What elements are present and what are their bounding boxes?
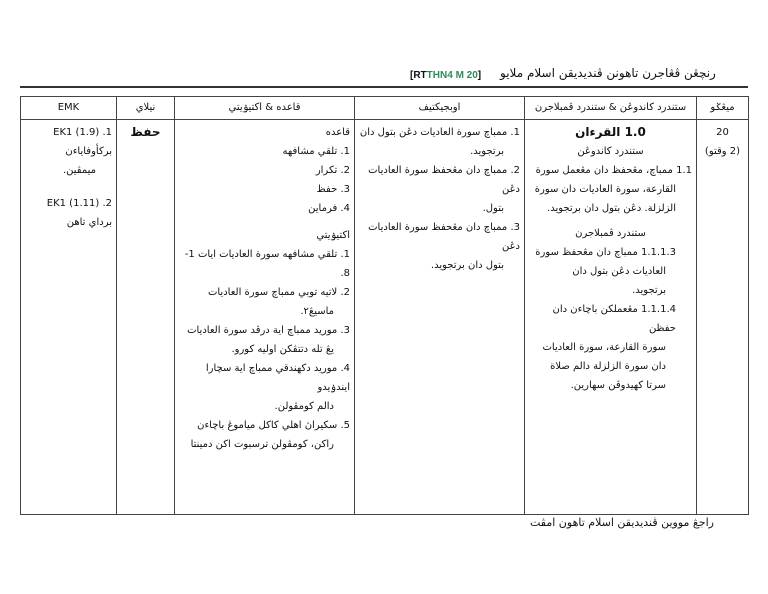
col-emk: EMK bbox=[21, 97, 117, 120]
table-header-row bbox=[21, 97, 749, 120]
document-footer: راجڠ مووين ڤنديديقن اسلام تاهون امڤت bbox=[530, 516, 714, 529]
standard-heading: 1.0 القرءان bbox=[575, 125, 646, 139]
lesson-plan-table bbox=[20, 96, 749, 515]
objective-cell: 1. ممباچ سورة العاديات دڠن بتول دان برتجويد. 2. ممباچ دان مڠحفظ سورة العاديات دڠن بتول. 3. ممباچ دان مڠحفظ سورة العاديات دڠن بتول دان برتجويد. bbox=[355, 120, 525, 515]
document-title: رنچڠن ڤڠاجرن تاهونن ڤنديديقن اسلام ملايو bbox=[500, 66, 716, 80]
emk-cell: 1. (EK1 (1.9 برکأوفاياءن ميمڤين. 2. (EK1 (1.11 برداي تاهن bbox=[21, 120, 117, 515]
activity-cell: قاعده 1. تلقي مشافهه 2. تکرار 3. حفظ 4. فرماين اکتيۏيتي 1. تلقي مشافهه سورة العاديات ايات 1-8. 2. لاتيه توبي ممباچ سورة العاديات ماسيڠ٢. 3. موريد ممباچ اية درڤد سورة العاديات يڠ تله دتتڤکن اوليه کورو. 4. موريد دکهندقي ممباچ اية سچارا ايندۏيدو دالم کومڤولن. 5. سکيراڽ اهلي کاکل مياموڠ باچاءن راکن، کومڤولن ترسبوت اکن دمينتا bbox=[175, 120, 355, 515]
col-standard: ستندرد کاندوڠن & ستندرد ڤمبلاجرن bbox=[525, 97, 697, 120]
values-cell: حفظ bbox=[117, 120, 175, 515]
document-code: [RTTHN4 M 20] bbox=[410, 70, 482, 81]
col-activity: قاعده & اکتيۏيتي bbox=[175, 97, 355, 120]
week-cell: 20 (2 وقتو) bbox=[697, 120, 749, 515]
col-objective: اوبجيکتيف bbox=[355, 97, 525, 120]
col-week: ميڠݢو bbox=[697, 97, 749, 120]
col-values: نيلاي bbox=[117, 97, 175, 120]
standard-cell: 1.0 القرءان ستندرد کاندوڠن 1.1 ممباچ، مڠحفظ دان مڠعمل سورة القارعة، سورة العاديات دان سورة الزلزلة. دڠن بتول دان برتجويد. ستندرد ڤمبلاجرن 1.1.1.3 ممباچ دان مڠحفظ سورة العاديات دڠن بتول دان برتجويد. 1.1.1.4 مڠعملکن باچاءن دان حفظن سورة القارعة، سورة العاديات دان سورة الزلزلة دالم صلاة سرتا کهيدوڤن سهارين. bbox=[525, 120, 697, 515]
table-row bbox=[21, 120, 749, 515]
header-divider bbox=[20, 86, 748, 88]
